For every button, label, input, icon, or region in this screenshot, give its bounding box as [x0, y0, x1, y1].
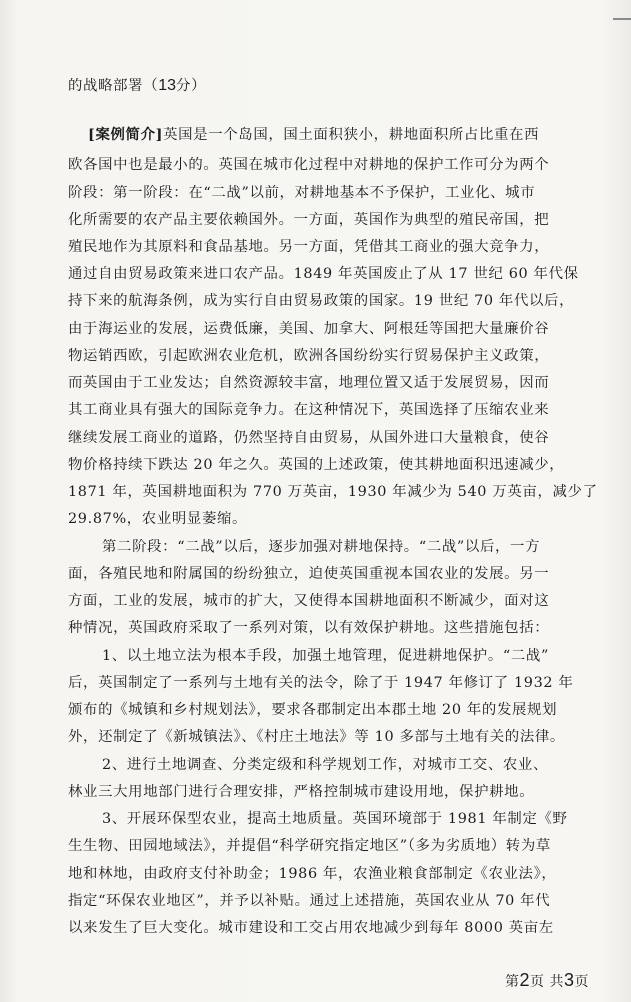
- case-line-5: 殖民地作为其原料和食品基地。另一方面，凭借其工商业的强大竞争力，: [68, 239, 550, 255]
- case-line-8: 由于海运业的发展，运费低廉，美国、加拿大、阿根廷等国把大量廉价谷: [68, 321, 550, 337]
- measure-3-line-3: 地和林地，由政府支付补助金；1986 年，农渔业粮食部制定《农业法》，: [68, 866, 557, 882]
- measure-3-line-5: 以来发生了巨大变化。城市建设和工交占用农地减少到每年 8000 英亩左: [68, 920, 554, 936]
- corner-mark: [613, 18, 631, 20]
- case-line-9: 物运销西欧，引起欧洲农业危机，欧洲各国纷纷实行贸易保护主义政策，: [68, 348, 550, 364]
- case-line-4: 化所需要的农产品主要依赖国外。一方面，英国作为典型的殖民帝国，把: [68, 212, 550, 228]
- measure-1-line-4: 外，还制定了《新城镇法》、《村庄土地法》等 10 多部与土地有关的法律。: [68, 729, 565, 745]
- measure-2-line-1: 2、进行土地调查、分类定级和科学规划工作，对城市工交、农业、: [102, 757, 548, 773]
- measure-3-line-2: 生生物、田园地域法》，并提倡“科学研究指定地区”（多为劣质地）转为草: [68, 838, 551, 854]
- case-line-15: 29.87%，农业明显萎缩。: [68, 511, 248, 527]
- case-line-12: 继续发展工商业的道路，仍然坚持自由贸易，从国外进口大量粮食，使谷: [68, 430, 550, 446]
- case-line-7: 持下来的航海条例，成为实行自由贸易政策的国家。19 世纪 70 年代以后，: [68, 293, 575, 309]
- stage-two-line-1: 第二阶段：“二战”以后，逐步加强对耕地保持。“二战”以后，一方: [102, 539, 541, 555]
- case-line-13: 物价格持续下跌达 20 年之久。英国的上述政策，使其耕地面积迅速减少，: [68, 457, 565, 473]
- total-pages: 3: [563, 970, 575, 990]
- case-line-6: 通过自由贸易政策来进口农产品。1849 年英国废止了从 17 世纪 60 年代保: [68, 266, 579, 282]
- measure-1-line-1: 1、以土地立法为根本手段，加强土地管理，促进耕地保护。“二战”: [102, 648, 549, 664]
- case-line-1: [案例简介]英国是一个岛国，国土面积狭小，耕地面积所占比重在西: [88, 126, 540, 143]
- case-label: [案例简介]: [88, 126, 164, 143]
- measure-1-line-2: 后，英国制定了一系列与土地有关的法令，除了于 1947 年修订了 1932 年: [68, 675, 574, 691]
- stage-two-line-4: 种情况，英国政府采取了一系列对策，以有效保护耕地。这些措施包括：: [68, 620, 550, 636]
- page-footer: 第2页 共3页: [505, 970, 589, 990]
- stage-two-line-2: 面，各殖民地和附属国的纷纷独立，迫使英国重视本国农业的发展。另一: [68, 566, 550, 582]
- case-line-14: 1871 年，英国耕地面积为 770 万英亩，1930 年减少为 540 万英亩，减少了: [68, 484, 598, 500]
- measure-2-line-2: 林业三大用地部门进行合理安排，严格控制城市建设用地，保护耕地。: [68, 784, 535, 800]
- measure-1-line-3: 颁布的《城镇和乡村规划法》，要求各郡制定出本郡土地 20 年的发展规划: [68, 702, 558, 718]
- measure-3-line-4: 指定“环保农业地区”，并予以补贴。通过上述措施，英国农业从 70 年代: [68, 893, 551, 909]
- case-line-2: 欧各国中也是最小的。英国在城市化过程中对耕地的保护工作可分为两个: [68, 157, 550, 173]
- measure-3-line-1: 3、开展环保型农业，提高土地质量。英国环境部于 1981 年制定《野: [102, 811, 568, 827]
- case-line-11: 其工商业具有强大的国际竞争力。在这种情况下，英国选择了压缩农业来: [68, 402, 550, 418]
- section-heading: 的战略部署（13分）: [68, 77, 207, 94]
- score-value: 13: [158, 77, 177, 94]
- stage-two-line-3: 方面，工业的发展，城市的扩大，又使得本国耕地面积不断减少，面对这: [68, 593, 550, 609]
- current-page: 2: [519, 970, 531, 990]
- case-line-10: 而英国由于工业发达；自然资源较丰富，地理位置又适于发展贸易，因而: [68, 375, 550, 391]
- case-line-3: 阶段：第一阶段：在“二战”以前，对耕地基本不予保护，工业化、城市: [68, 185, 536, 201]
